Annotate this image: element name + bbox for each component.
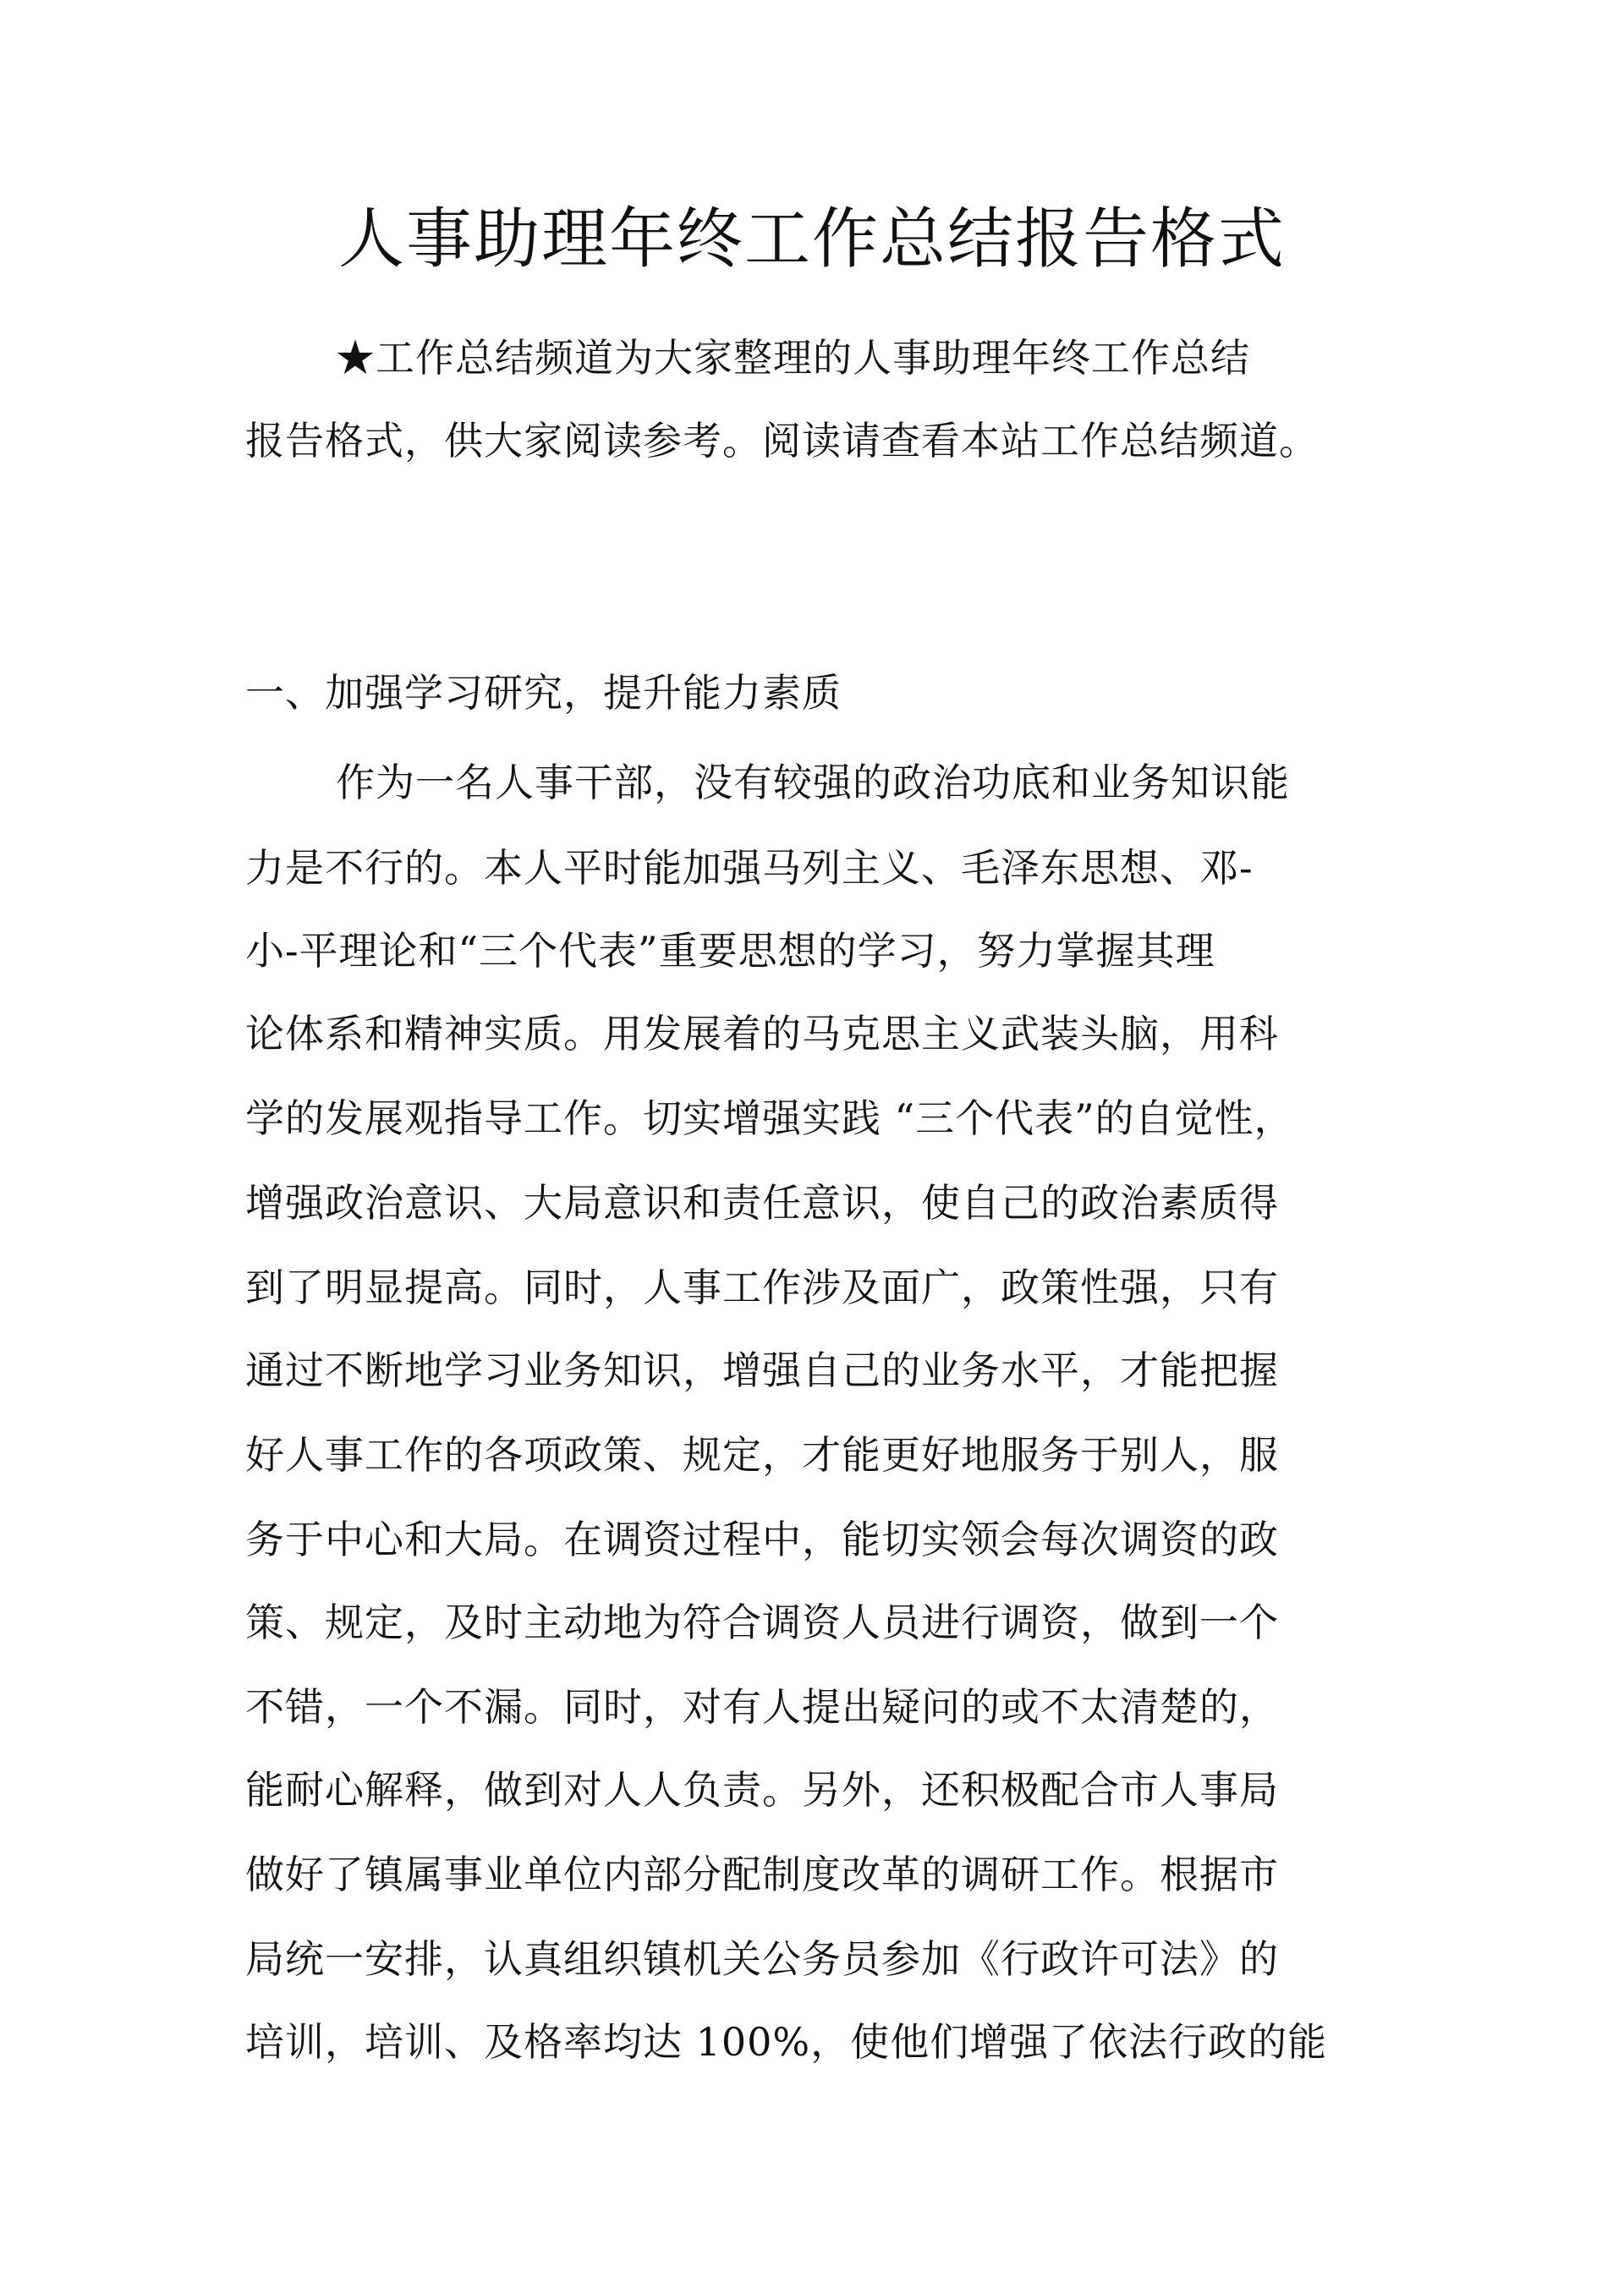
body-line-11: 策、规定，及时主动地为符合调资人员进行调资，做到一个 <box>245 1600 1279 1645</box>
intro-line-2: 报告格式，供大家阅读参考。阅读请查看本站工作总结频道。 <box>245 418 1319 464</box>
body-line-2: 力是不行的。本人平时能加强马列主义、毛泽东思想、邓- <box>245 845 1254 891</box>
body-line-9: 好人事工作的各项政策、规定，才能更好地服务于别人，服 <box>245 1432 1279 1478</box>
body-line-1: 作为一名人事干部，没有较强的政治功底和业务知识能 <box>336 760 1290 805</box>
body-line-8: 通过不断地学习业务知识，增强自己的业务水平，才能把握 <box>245 1347 1279 1393</box>
body-line-16: 培训，培训、及格率均达 100%，使他们增强了依法行政的能 <box>245 2019 1328 2065</box>
body-line-14: 做好了镇属事业单位内部分配制度改革的调研工作。根据市 <box>245 1852 1279 1897</box>
body-line-4: 论体系和精神实质。用发展着的马克思主义武装头脑，用科 <box>245 1011 1279 1056</box>
body-line-12: 不错，一个不漏。同时，对有人提出疑问的或不太清楚的， <box>245 1684 1279 1730</box>
document-title: 人事助理年终工作总结报告格式 <box>337 201 1286 277</box>
body-line-3: 小-平理论和“三个代表”重要思想的学习，努力掌握其理 <box>245 928 1215 974</box>
body-line-13: 能耐心解释，做到对人人负责。另外，还积极配合市人事局 <box>245 1767 1279 1813</box>
body-line-5: 学的发展观指导工作。切实增强实践 “三个代表”的自觉性， <box>245 1095 1294 1141</box>
body-line-6: 增强政治意识、大局意识和责任意识，使自己的政治素质得 <box>245 1180 1279 1226</box>
body-line-10: 务于中心和大局。在调资过程中，能切实领会每次调资的政 <box>245 1517 1279 1562</box>
section-heading: 一、加强学习研究，提升能力素质 <box>245 670 842 716</box>
body-line-15: 局统一安排，认真组织镇机关公务员参加《行政许可法》的 <box>245 1936 1279 1982</box>
body-line-7: 到了明显提高。同时，人事工作涉及面广，政策性强，只有 <box>245 1265 1279 1310</box>
intro-line-1: ★工作总结频道为大家整理的人事助理年终工作总结 <box>336 335 1250 381</box>
